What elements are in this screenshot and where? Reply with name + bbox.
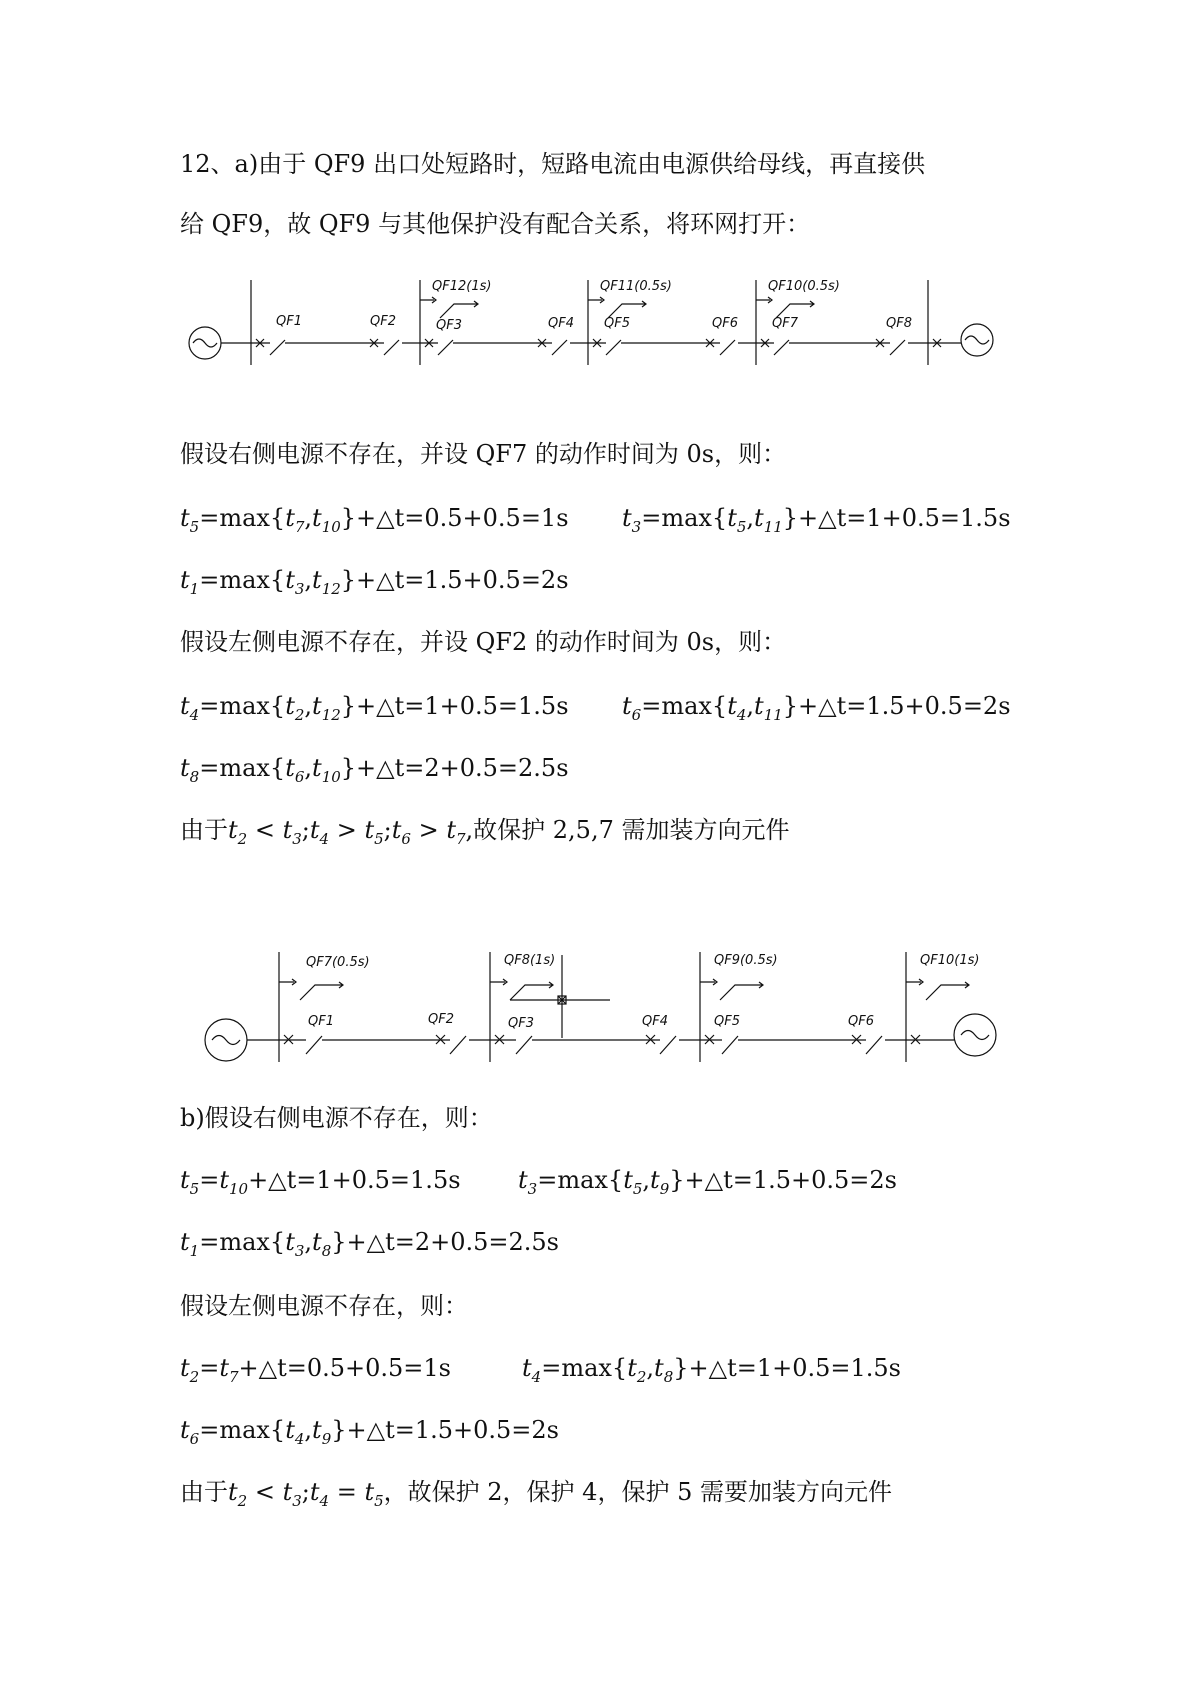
equation-t4-a: $t_4=\max\{t_2,t_{12}\}+\triangle t=1+0.5=1.5s$ (180, 692, 569, 724)
breaker-label: QF5 (714, 1014, 740, 1029)
equation-t3-a: $t_3=\max\{t_5,t_{11}\}+\triangle t=1+0.5=1.5s$ (622, 504, 1011, 536)
protection-arrow-label: QF8(1s) (504, 953, 556, 968)
equation-t1-b: $t_1=\max\{t_3,t_8\}+\triangle t=2+0.5=2.5s$ (180, 1228, 559, 1260)
assumption-left-b: 假设左侧电源不存在，则： (180, 1292, 468, 1320)
breaker-label: QF7 (772, 316, 798, 331)
equation-t4-b: $t_4=\max\{t_2,t_8\}+\triangle t=1+0.5=1.5s$ (522, 1354, 901, 1386)
breaker-label: QF4 (548, 316, 574, 331)
breaker-label: QF3 (508, 1016, 534, 1031)
protection-arrow-label: QF10(0.5s) (768, 279, 840, 294)
conclusion-a: 由于$t_2$ < $t_3;t_4$ > $t_5;t_6 > t_7$,故保护 2,5,7 需加装方向元件 (180, 816, 790, 848)
breaker-label: QF2 (428, 1012, 454, 1027)
breaker-label: QF1 (308, 1014, 334, 1029)
assumption-right-b: b)假设右侧电源不存在，则： (180, 1104, 493, 1132)
breaker-label: QF3 (436, 318, 462, 333)
protection-arrow-label: QF7(0.5s) (306, 955, 370, 970)
breaker-label: QF8 (886, 316, 912, 331)
protection-arrow-label: QF9(0.5s) (714, 953, 778, 968)
intro-line-2: 给 QF9，故 QF9 与其他保护没有配合关系，将环网打开： (180, 210, 811, 238)
conclusion-b: 由于$t_2$ < $t_3;t_4 = t_5$，故保护 2，保护 4，保护 5 需要加装方向元件 (180, 1478, 892, 1510)
breaker-label: QF6 (712, 316, 738, 331)
ring-network-diagram-a (0, 260, 1190, 380)
equation-t5-b: $t_5=t_{10}+\triangle t=1+0.5=1.5s$ (180, 1166, 461, 1198)
breaker-label: QF6 (848, 1014, 874, 1029)
equation-t5-a: $t_5=\max\{t_7,t_{10}\}+\triangle t=0.5+0.5=1s$ (180, 504, 569, 536)
assumption-left-a: 假设左侧电源不存在，并设 QF2 的动作时间为 0s，则： (180, 628, 787, 656)
equation-t3-b: $t_3=\max\{t_5,t_9\}+\triangle t=1.5+0.5=2s$ (518, 1166, 897, 1198)
breaker-label: QF1 (276, 314, 302, 329)
intro-line-1: 12、a)由于 QF9 出口处短路时，短路电流由电源供给母线，再直接供 (180, 150, 926, 178)
assumption-right-a: 假设右侧电源不存在，并设 QF7 的动作时间为 0s，则： (180, 440, 787, 468)
equation-t8-a: $t_8=\max\{t_6,t_{10}\}+\triangle t=2+0.5=2.5s$ (180, 754, 569, 786)
equation-t1-a: $t_1=\max\{t_3,t_{12}\}+\triangle t=1.5+0.5=2s$ (180, 566, 569, 598)
equation-t6-b: $t_6=\max\{t_4,t_9\}+\triangle t=1.5+0.5=2s$ (180, 1416, 559, 1448)
equation-t6-a: $t_6=\max\{t_4,t_{11}\}+\triangle t=1.5+0.5=2s$ (622, 692, 1011, 724)
equation-t2-b: $t_2=t_7+\triangle t=0.5+0.5=1s$ (180, 1354, 451, 1386)
protection-arrow-label: QF11(0.5s) (600, 279, 672, 294)
breaker-label: QF5 (604, 316, 630, 331)
protection-arrow-label: QF12(1s) (432, 279, 492, 294)
breaker-label: QF4 (642, 1014, 668, 1029)
ring-network-diagram-b (0, 930, 1190, 1070)
protection-arrow-label: QF10(1s) (920, 953, 980, 968)
breaker-label: QF2 (370, 314, 396, 329)
